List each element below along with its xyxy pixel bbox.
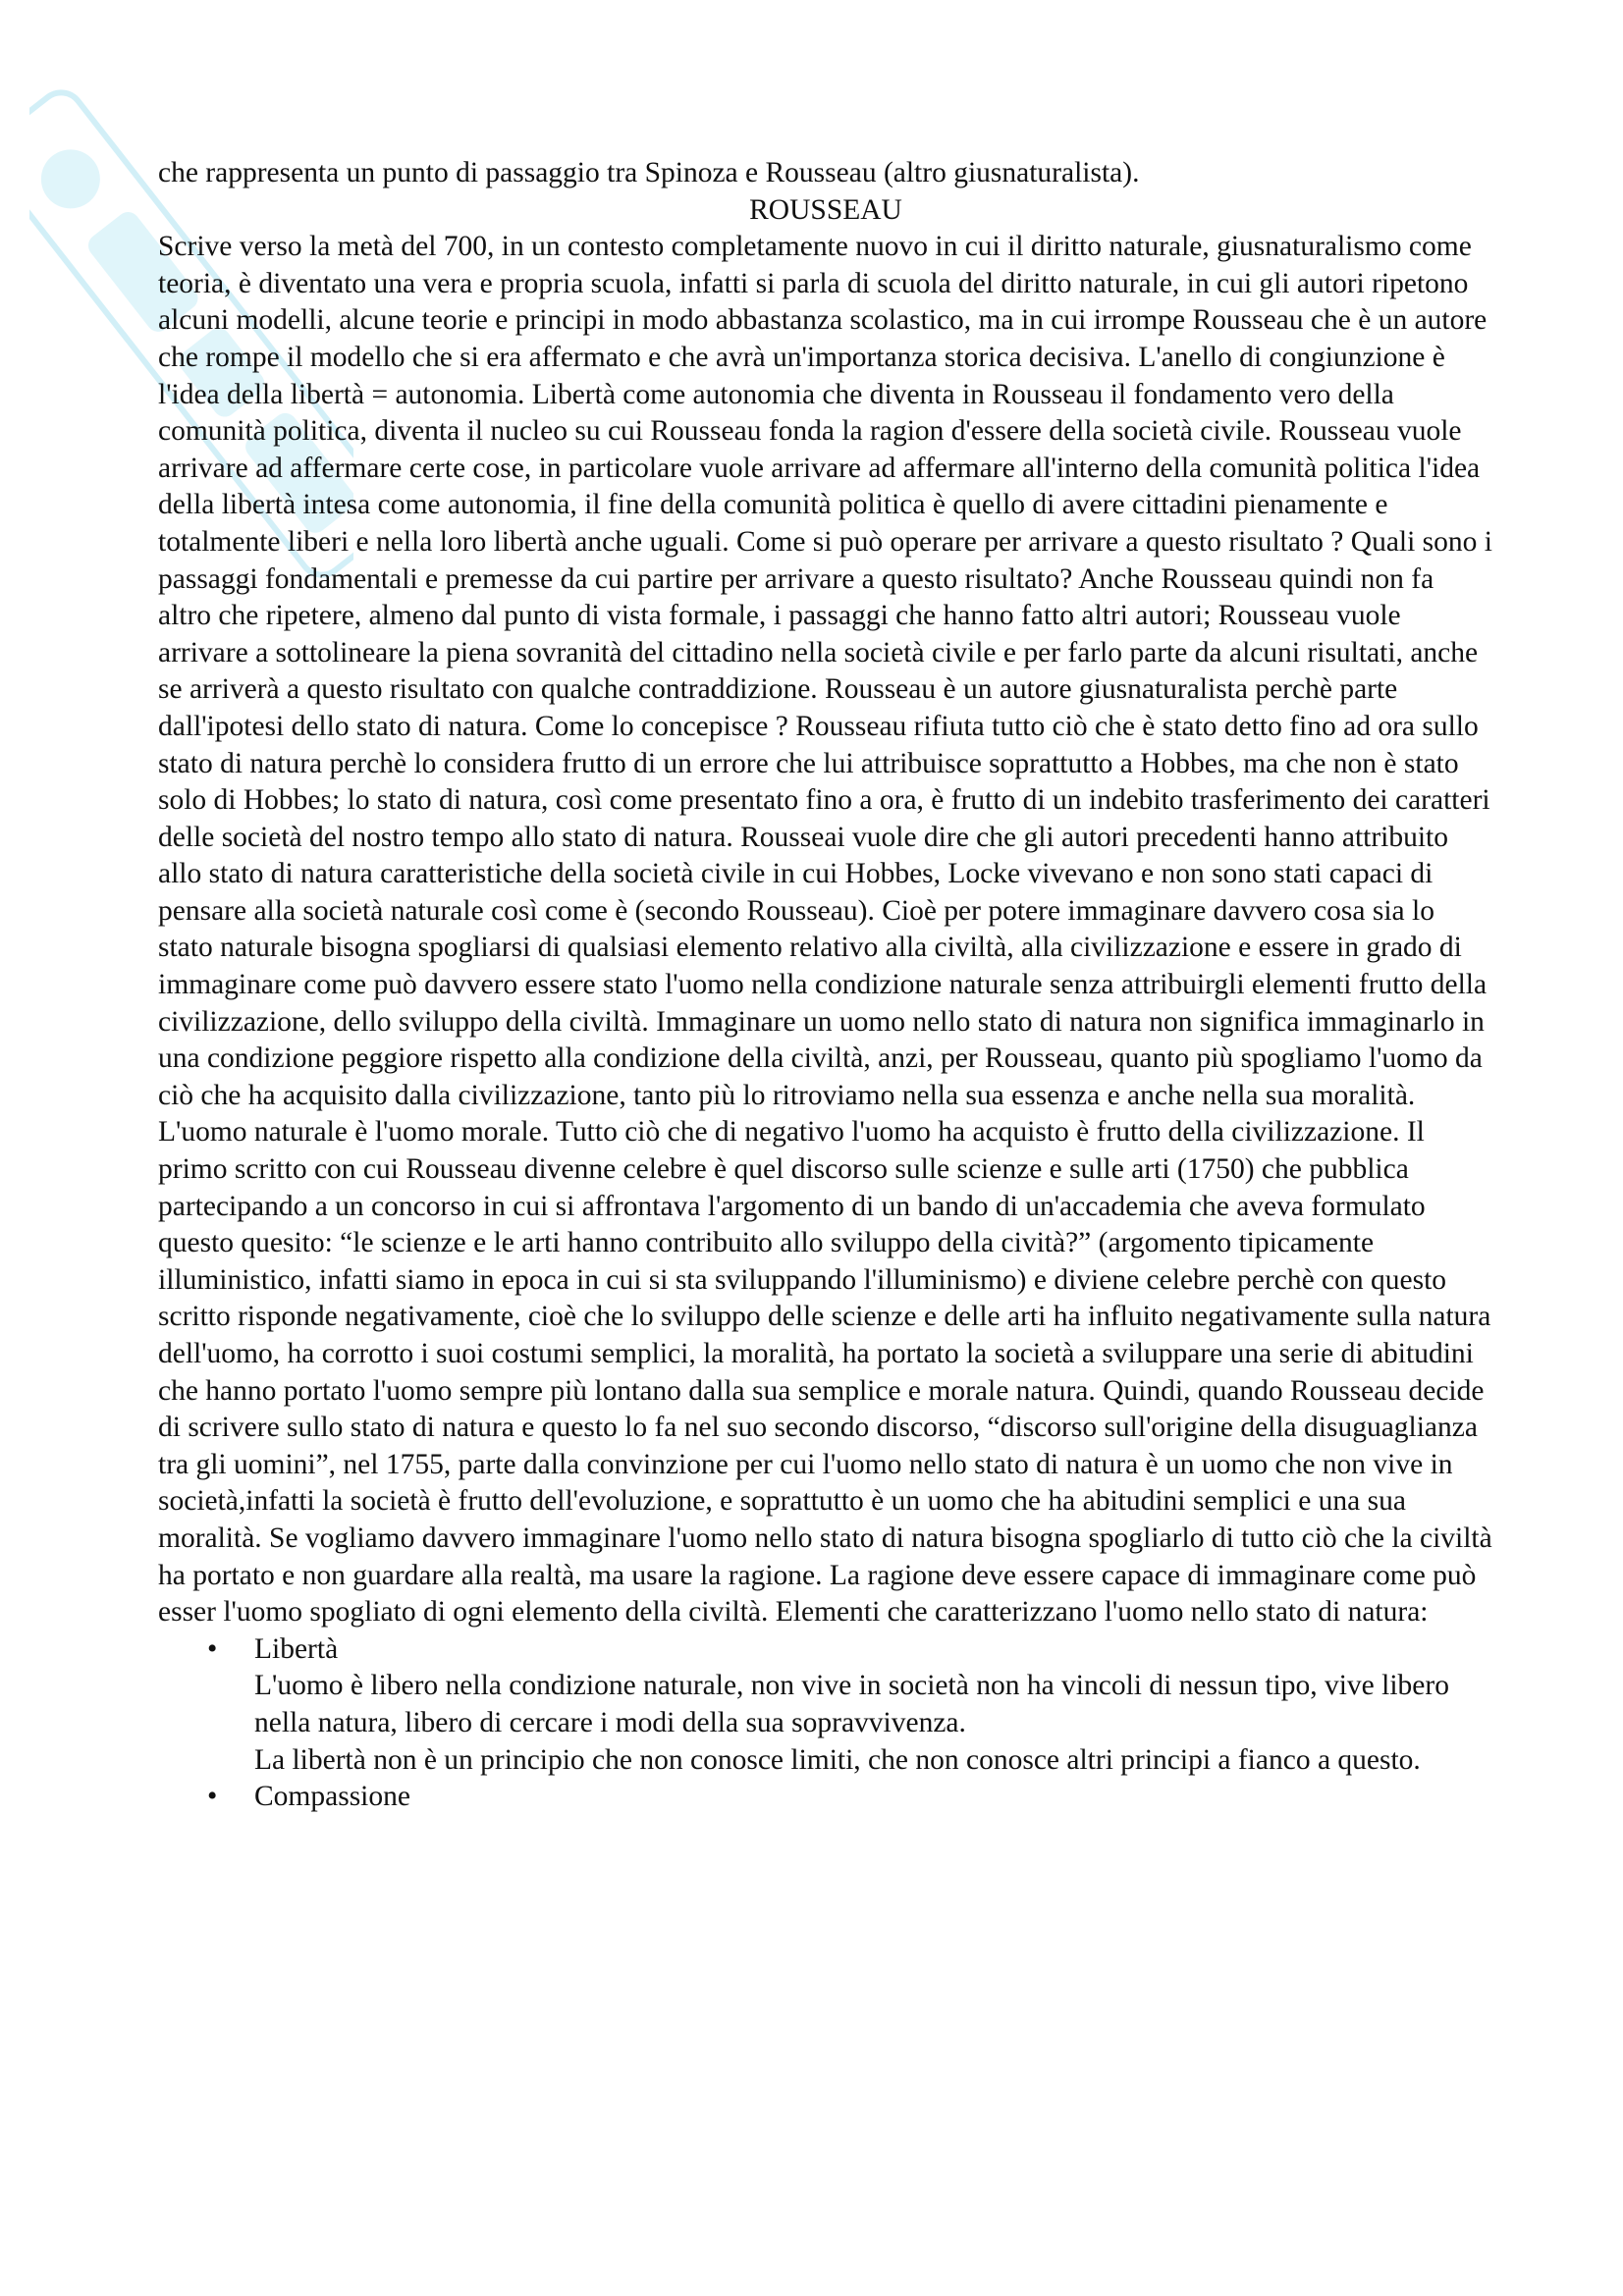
bullet-title: Compassione — [254, 1781, 410, 1813]
intro-line: che rappresenta un punto di passaggio tra Spinoza e Rousseau (altro giusnaturalista). — [158, 157, 1140, 188]
main-paragraph: Scrive verso la metà del 700, in un contesto completamente nuovo in cui il diritto naturale, giusnaturalismo come teoria, è diventato una vera e propria scuola, infatti si parla di scuola del diritto naturale, in cui gli autori ripetono alcuni modelli, alcune teorie e principi in modo abbastanza scolastico, ma in cui irrompe Rousseau che è un autore che rompe il modello che si era affermato e che avrà un'importanza storica decisiva. L'anello di congiunzione è l'idea della libertà = autonomia. Libertà come autonomia che diventa in Rousseau il fondamento vero della comunità politica, diventa il nucleo su cui Rousseau fonda la ragion d'essere della società civile. Rousseau vuole arrivare ad affermare certe cose, in particolare vuole arrivare ad affermare all'interno della comunità politica l'idea della libertà intesa come autonomia, il fine della comunità politica è quello di avere cittadini pienamente e totalmente liberi e nella loro libertà anche uguali. Come si può operare per arrivare a questo risultato ? Quali sono i passaggi fondamentali e premesse da cui partire per arrivare a questo risultato? Anche Rousseau quindi non fa altro che ripetere, almeno dal punto di vista formale, i passaggi che hanno fatto altri autori; Rousseau vuole arrivare a sottolineare la piena sovranità del cittadino nella società civile e per farlo parte da alcuni risultati, anche se arriverà a questo risultato con qualche contraddizione. Rousseau è un autore giusnaturalista perchè parte dall'ipotesi dello stato di natura. Come lo concepisce ? Rousseau rifiuta tutto ciò che è stato detto fino ad ora sullo stato di natura perchè lo considera frutto di un errore che lui attribuisce soprattutto a Hobbes, ma che non è stato solo di Hobbes; lo stato di natura, così come presentato fino a ora, è frutto di un indebito trasferimento dei caratteri delle società del nostro tempo allo stato di natura. Rousseai vuole dire che gli autori precedenti hanno attribuito allo stato di natura caratteristiche della società civile in cui Hobbes, Locke vivevano e non sono stati capaci di pensare alla società naturale così come è (secondo Rousseau). Cioè per potere immaginare davvero cosa sia lo stato naturale bisogna spogliarsi di qualsiasi elemento relativo alla civiltà, alla civilizzazione e essere in grado di immaginare come può davvero essere stato l'uomo nella condizione naturale senza attribuirgli elementi frutto della civilizzazione, dello sviluppo della civiltà. Immaginare un uomo nello stato di natura non significa immaginarlo in una condizione peggiore rispetto alla condizione della civiltà, anzi, per Rousseau, quanto più spogliamo l'uomo da ciò che ha acquisito dalla civilizzazione, tanto più lo ritroviamo nella sua essenza e anche nella sua moralità. L'uomo naturale è l'uomo morale. Tutto ciò che di negativo l'uomo ha acquisto è frutto della civilizzazione. Il primo scritto con cui Rousseau divenne celebre è quel discorso sulle scienze e sulle arti (1750) che pubblica partecipando a un concorso in cui si affrontava l'argomento di un bando di un'accademia che aveva formulato questo quesito: “le scienze e le arti hanno contribuito allo sviluppo della cività?” (argomento tipicamente illuministico, infatti siamo in epoca in cui si sta sviluppando l'illuminismo) e diviene celebre perchè con questo scritto risponde negativamente, cioè che lo sviluppo delle scienze e delle arti ha influito negativamente sulla natura dell'uomo, ha corrotto i suoi costumi semplici, la moralità, ha portato la società a sviluppare una serie di abitudini che hanno portato l'uomo sempre più lontano dalla sua semplice e morale natura. Quindi, quando Rousseau decide di scrivere sullo stato di natura e questo lo fa nel suo secondo discorso, “discorso sull'origine della disuguaglianza tra gli uomini”, nel 1755, parte dalla convinzione per cui l'uomo nello stato di natura è un uomo che non vive in società,infatti la società è frutto dell'evoluzione, e soprattutto è un uomo che ha abitudini semplici e una sua moralità. Se vogliamo davvero immaginare l'uomo nello stato di natura bisogna spogliarlo di tutto ciò che la civiltà ha portato e non guardare alla realtà, ma usare la ragione. La ragione deve essere capace di immaginare come può esser l'uomo spogliato di ogni elemento della civiltà. Elementi che caratterizzano l'uomo nello stato di natura: — [158, 231, 1492, 1629]
bullet-title: Libertà — [254, 1632, 339, 1665]
bullet-icon: • — [207, 1632, 218, 1665]
bullet-item-liberta — [158, 1631, 1493, 1779]
bullet-icon: • — [207, 1781, 218, 1813]
document-page — [158, 155, 1493, 1816]
bullet-text: La libertà non è un principio che non conosce limiti, che non conosce altri principi a fianco a questo. — [254, 1743, 1421, 1776]
bullet-list — [158, 1631, 1493, 1816]
bullet-item-compassione — [158, 1779, 1493, 1816]
section-heading: ROUSSEAU — [749, 193, 902, 226]
bullet-text: L'uomo è libero nella condizione naturale, non vive in società non ha vincoli di nessun tipo, vive libero nella natura, libero di cercare i modi della sua sopravvivenza. — [254, 1670, 1449, 1738]
